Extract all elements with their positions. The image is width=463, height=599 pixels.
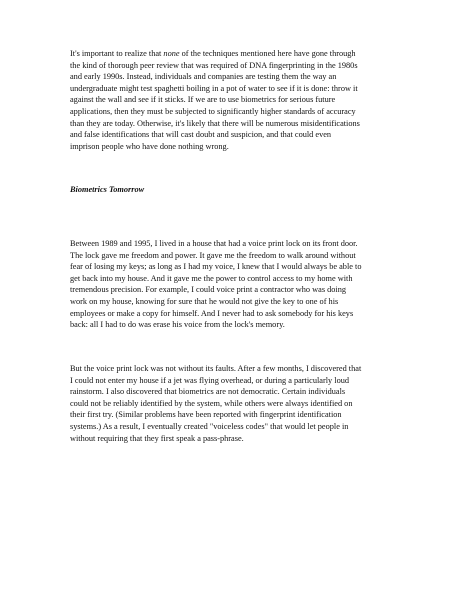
paragraph-voice-lock [70, 238, 400, 331]
text-run: It's important to realize that [70, 49, 164, 58]
paragraph-line: undergraduate might test spaghetti boiling in a pot of water to see if it is done: throw it [70, 83, 358, 93]
section-heading: Biometrics Tomorrow [70, 185, 145, 194]
paragraph-line: imprison people who have done nothing wrong. [70, 141, 229, 151]
text-run: of the techniques mentioned here have gone through [179, 49, 356, 58]
paragraph-line: the kind of thorough peer review that was required of DNA fingerprinting in the 1980s [70, 60, 358, 70]
paragraph-lock-faults [70, 363, 400, 444]
paragraph-line: applications, then they must be subjected to significantly higher standards of accuracy [70, 106, 356, 116]
paragraph-line: Between 1989 and 1995, I lived in a house that had a voice print lock on its front door. [70, 239, 358, 248]
emphasized-word: none [163, 49, 180, 58]
paragraph-line: work on my house, knowing for sure that he would not give the key to one of his [70, 296, 339, 306]
paragraph-line [70, 48, 400, 60]
paragraph-line: But the voice print lock was not without its faults. After a few months, I discovered that [70, 364, 362, 373]
paragraph-line: tremendous precision. For example, I could voice print a contractor who was doing [70, 285, 347, 295]
paragraph-line: against the wall and see if it sticks. If we are to use biometrics for serious future [70, 95, 336, 105]
paragraph-line: fear of losing my keys; as long as I had my voice, I knew that I would always be able to [70, 262, 362, 272]
paragraph-line: and false identifications that will cast doubt and suspicion, and that could even [70, 130, 332, 140]
paragraph-line: their first try. (Similar problems have been reported with fingerprint identification [70, 410, 342, 420]
paragraph-line: could not be reliably identified by the system, while others were always identified on [70, 398, 353, 408]
paragraph-line: rainstorm. I also discovered that biometrics are not democratic. Certain individuals [70, 387, 346, 397]
paragraph-line: systems.) As a result, I eventually created "voiceless codes" that would let people in [70, 421, 349, 431]
paragraph-line: get back into my house. And it gave me the power to control access to my home with [70, 273, 353, 283]
paragraph-line: and early 1990s. Instead, individuals and companies are testing them the way an [70, 72, 337, 82]
paragraph-line: without requiring that they first speak a pass-phrase. [70, 433, 244, 443]
paragraph-line: The lock gave me freedom and power. It gave me the freedom to walk around without [70, 250, 356, 260]
paragraph-peer-review [70, 48, 400, 152]
paragraph-line: than they are today. Otherwise, it's likely that there will be numerous misidentifications [70, 118, 360, 128]
paragraph-line: employees or make a copy for himself. And I never had to ask somebody for his keys [70, 308, 354, 318]
paragraph-line: back: all I had to do was erase his voice from the lock's memory. [70, 320, 285, 330]
paragraph-line: I could not enter my house if a jet was flying overhead, or during a particularly loud [70, 375, 350, 385]
